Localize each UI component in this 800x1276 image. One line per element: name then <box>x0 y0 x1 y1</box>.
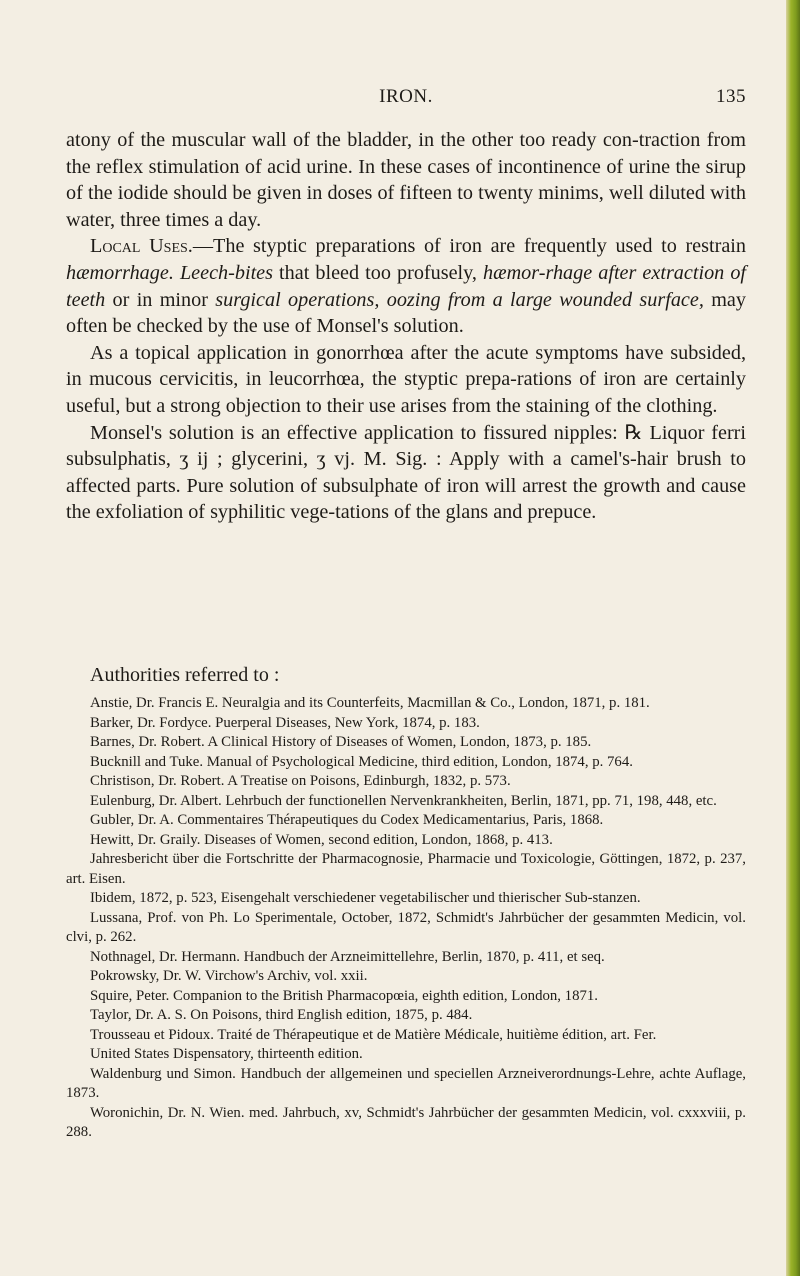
page-header <box>66 86 746 116</box>
running-title: IRON. <box>379 86 433 107</box>
reference-item: Squire, Peter. Companion to the British Pharmacopœia, eighth edition, London, 1871. <box>90 987 598 1004</box>
local-uses-heading: Local Uses. <box>90 235 193 258</box>
local-uses-italic-3: hæmor-rhage after extraction of teeth <box>66 261 747 311</box>
reference-item: Hewitt, Dr. Graily. Diseases of Women, second edition, London, 1868, p. 413. <box>90 831 553 848</box>
reference-item: Gubler, Dr. A. Commentaires Thérapeutiques du Codex Medicamentarius, Paris, 1868. <box>90 812 604 828</box>
reference-item: Christison, Dr. Robert. A Treatise on Poisons, Edinburgh, 1832, p. 573. <box>90 773 511 789</box>
reference-item: Lussana, Prof. von Ph. Lo Sperimentale, October, 1872, Schmidt's Jahrbücher der gesammten Medicin, vol. clvi, p. 262. <box>66 909 746 945</box>
local-uses-italic-1: hæmorrhage. <box>66 261 174 284</box>
reference-item: Barker, Dr. Fordyce. Puerperal Diseases, New York, 1874, p. 183. <box>90 714 480 731</box>
reference-item: Bucknill and Tuke. Manual of Psychological Medicine, third edition, London, 1874, p. 764. <box>90 753 633 770</box>
local-uses-text-4: or in minor <box>105 288 216 311</box>
body-text <box>66 127 746 526</box>
reference-item: Woronichin, Dr. N. Wien. med. Jahrbuch, xv, Schmidt's Jahrbücher der gesammten Medicin, vol. cxxxviii, p. 288. <box>66 1104 746 1140</box>
reference-item: Jahresbericht über die Fortschritte der Pharmacognosie, Pharmacie und Toxicologie, Göttingen, 1872, p. 237, art. Eisen. <box>66 851 746 887</box>
reference-item: United States Dispensatory, thirteenth edition. <box>90 1046 363 1062</box>
paragraph-topical: As a topical application in gonorrhœa after the acute symptoms have subsided, in mucous cervicitis, in leucorrhœa, the styptic prepa-rations of iron are certainly useful, but a strong objection to their use arises from the staining of the clothing. <box>66 341 746 417</box>
local-uses-italic-4: surgical operations, oozing from a large wounded surface, <box>215 288 704 311</box>
local-uses-text-5: may often be checked by the use of Monsel's solution. <box>66 288 746 338</box>
page-number: 135 <box>716 86 746 107</box>
paragraph-monsel: Monsel's solution is an effective application to fissured nipples: ℞ Liquor ferri subsulphatis, ʒ ij ; glycerini, ʒ vj. M. Sig. : Apply with a camel's-hair brush to affected parts. Pure solution of subsulphate of iron will arrest the growth and cause the exfoliation of syphilitic vege-tations of the glans and prepuce. <box>66 421 746 524</box>
local-uses-italic-2: Leech-bites <box>179 261 273 284</box>
reference-item: Nothnagel, Dr. Hermann. Handbuch der Arzneimittellehre, Berlin, 1870, p. 411, et seq. <box>90 948 605 965</box>
reference-list <box>66 694 746 1143</box>
reference-item: Taylor, Dr. A. S. On Poisons, third English edition, 1875, p. 484. <box>90 1007 473 1023</box>
paragraph-local-uses <box>66 233 746 339</box>
reference-item: Waldenburg und Simon. Handbuch der allgemeinen und speciellen Arzneiverordnungs-Lehre, achte Auflage, 1873. <box>66 1065 746 1101</box>
reference-item: Barnes, Dr. Robert. A Clinical History of Diseases of Women, London, 1873, p. 185. <box>90 734 592 750</box>
paragraph-bladder: atony of the muscular wall of the bladder, in the other too ready con-traction from the reflex stimulation of acid urine. In these cases of incontinence of urine the sirup of the iodide should be given in doses of fifteen to twenty minims, well diluted with water, three times a day. <box>66 129 746 231</box>
book-binding-edge <box>786 0 800 1276</box>
local-uses-text-3: that bleed too profusely, <box>273 261 484 284</box>
reference-item: Trousseau et Pidoux. Traité de Thérapeutique et de Matière Médicale, huitième édition, art. Fer. <box>90 1026 657 1043</box>
authorities-heading: Authorities referred to : <box>90 664 280 686</box>
reference-item: Eulenburg, Dr. Albert. Lehrbuch der functionellen Nervenkrankheiten, Berlin, 1871, pp. 71, 198, 448, etc. <box>90 792 717 809</box>
reference-item: Anstie, Dr. Francis E. Neuralgia and its Counterfeits, Macmillan & Co., London, 1871, p. 181. <box>90 695 650 711</box>
reference-item: Ibidem, 1872, p. 523, Eisengehalt verschiedener vegetabilischer und thierischer Sub-stanzen. <box>90 890 641 906</box>
local-uses-text-1: —The styptic preparations of iron are frequently used to restrain <box>192 235 746 258</box>
reference-item: Pokrowsky, Dr. W. Virchow's Archiv, vol. xxii. <box>90 968 368 984</box>
